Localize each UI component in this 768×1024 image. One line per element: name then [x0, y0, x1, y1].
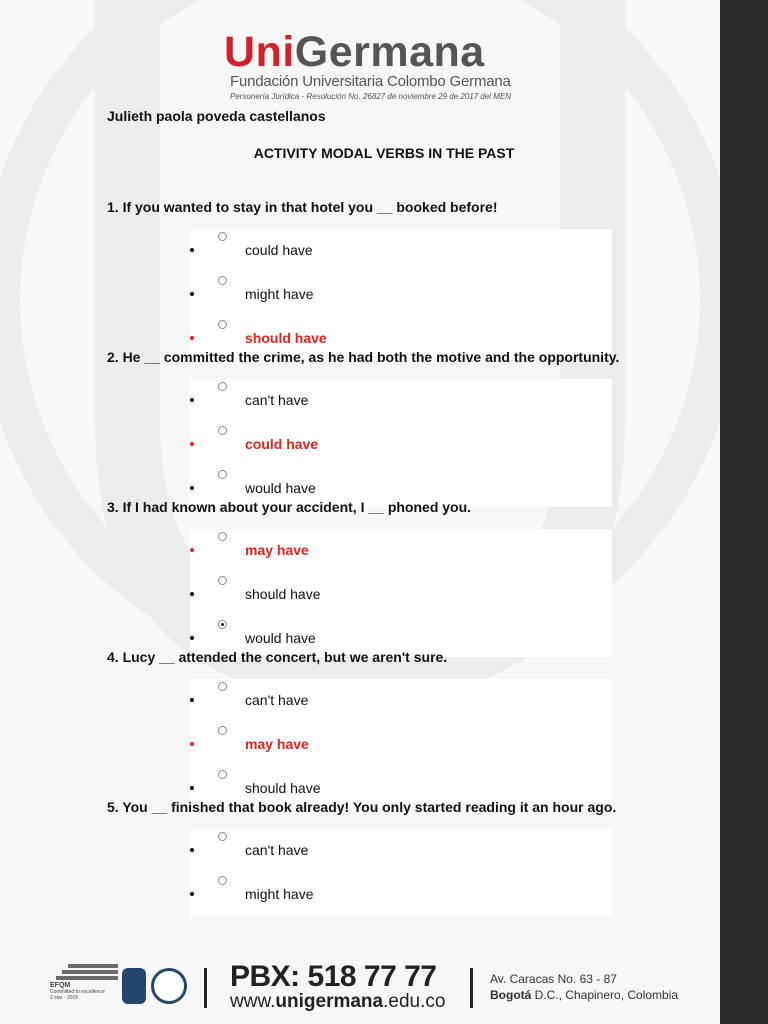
efqm-stars: 2 star - 2015 [50, 995, 79, 1001]
bullet-icon [190, 848, 194, 852]
answer-option[interactable] [190, 736, 490, 758]
unigermana-logo [224, 28, 544, 108]
answer-option[interactable] [190, 542, 490, 564]
option-label: should have [245, 780, 321, 796]
footer-divider [470, 968, 473, 1008]
efqm-tagline: Committed to excellence [50, 989, 105, 995]
address-city: Bogotá D.C., Chapinero, Colombia [490, 988, 679, 1002]
radio-button[interactable] [218, 470, 227, 479]
question-text: 5. You __ finished that book already! You only started reading it an hour ago. [107, 799, 617, 815]
bullet-icon [190, 336, 194, 340]
bullet-icon [190, 892, 194, 896]
radio-button[interactable] [218, 682, 227, 691]
option-label: can't have [245, 392, 309, 408]
bullet-icon [190, 248, 194, 252]
radio-button[interactable] [218, 770, 227, 779]
radio-button[interactable] [218, 426, 227, 435]
question-text: 2. He __ committed the crime, as he had both the motive and the opportunity. [107, 349, 620, 365]
option-label: should have [245, 330, 327, 346]
option-label: could have [245, 436, 319, 452]
option-label: might have [245, 286, 314, 302]
answer-option[interactable] [190, 886, 490, 908]
radio-button[interactable] [218, 276, 227, 285]
efqm-label: EFQM [50, 982, 71, 989]
efqm-logo [50, 964, 118, 1004]
option-label: should have [245, 586, 321, 602]
option-label: can't have [245, 842, 309, 858]
question-text: 1. If you wanted to stay in that hotel you __ booked before! [107, 199, 498, 215]
option-label: can't have [245, 692, 309, 708]
pbx-number: PBX: 518 77 77 [230, 960, 437, 993]
bullet-icon [190, 398, 194, 402]
radio-button[interactable] [218, 320, 227, 329]
student-name: Julieth paola poveda castellanos [107, 108, 326, 124]
bullet-icon [190, 548, 194, 552]
option-label: could have [245, 242, 313, 258]
bullet-icon [190, 698, 194, 702]
bullet-icon [190, 786, 194, 790]
radio-button[interactable] [218, 620, 227, 629]
radio-button[interactable] [218, 532, 227, 541]
radio-button[interactable] [218, 876, 227, 885]
bullet-icon [190, 486, 194, 490]
option-label: might have [245, 886, 314, 902]
answer-option[interactable] [190, 842, 490, 864]
page-edge-bar [720, 0, 768, 1024]
bullet-icon [190, 592, 194, 596]
question-text: 4. Lucy __ attended the concert, but we aren't sure. [107, 649, 448, 665]
footer-divider [204, 968, 207, 1008]
bullet-icon [190, 442, 194, 446]
website-link[interactable]: www.unigermana.edu.co [230, 991, 446, 1012]
answer-option[interactable] [190, 286, 490, 308]
iqnet-seal-icon [151, 968, 187, 1004]
answer-option[interactable] [190, 392, 490, 414]
radio-button[interactable] [218, 232, 227, 241]
radio-button[interactable] [218, 832, 227, 841]
answer-option[interactable] [190, 586, 490, 608]
activity-title: ACTIVITY MODAL VERBS IN THE PAST [253, 145, 515, 161]
radio-button[interactable] [218, 726, 227, 735]
answer-option[interactable] [190, 692, 490, 714]
address-line: Av. Caracas No. 63 - 87 [490, 972, 617, 986]
option-label: may have [245, 542, 309, 558]
bullet-icon [190, 742, 194, 746]
option-label: would have [245, 480, 316, 496]
bullet-icon [190, 636, 194, 640]
efqm-bars-icon [50, 964, 118, 980]
option-label: may have [245, 736, 309, 752]
answer-option[interactable] [190, 436, 490, 458]
logo-subtitle: Fundación Universitaria Colombo Germana [230, 73, 511, 90]
option-label: would have [245, 630, 316, 646]
logo-legal-note: Personería Jurídica - Resolución No. 26827 de noviembre 29 de 2017 del MEN [230, 92, 512, 101]
answer-option[interactable] [190, 242, 490, 264]
footer [0, 950, 720, 1024]
question-text: 3. If I had known about your accident, I __ phoned you. [107, 499, 472, 515]
iso-seal-icon [122, 968, 146, 1004]
radio-button[interactable] [218, 576, 227, 585]
bullet-icon [190, 292, 194, 296]
radio-button[interactable] [218, 382, 227, 391]
logo-wordmark: UniGermana [224, 28, 485, 76]
